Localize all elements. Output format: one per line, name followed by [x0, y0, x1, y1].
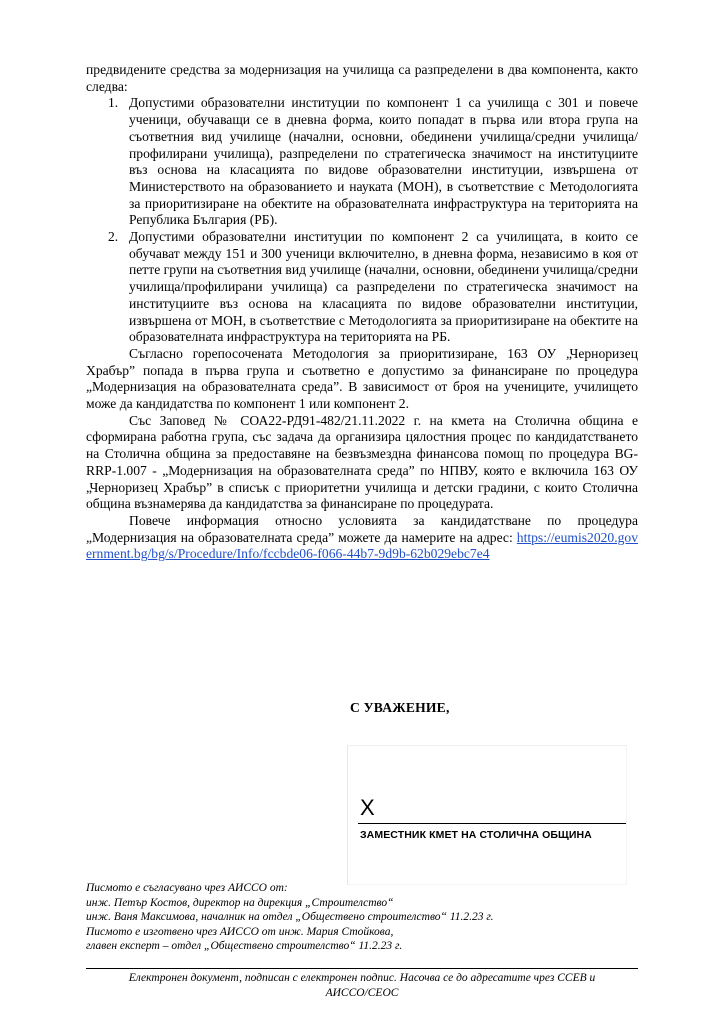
list-item-component-2 [86, 229, 638, 346]
list-item-number: 1. [108, 95, 119, 111]
list-item-text: Допустими образователни институции по компонент 2 са училищата, в които се обучават между 151 и 300 ученици включително, в дневна форма, независимо в коя от петте групи на съответния вид училище (начални, основни, обединени училища/средни училища/профилирани училища) са разпределени по стратегическа значимост на институциите въз основа на класацията по видове образователни институции, извършена от МОН, в съответствие с Методологията за приоритизиране на обектите на образователната инфраструктура на територията на РБ. [129, 229, 638, 345]
approval-line: инж. Петър Костов, директор на дирекция „Строителство“ [86, 896, 394, 909]
approval-line: инж. Ваня Максимова, началник на отдел „Обществено строителство“ 11.2.23 г. [86, 911, 494, 924]
order-paragraph: Със Заповед № СОА22-РД91-482/21.11.2022 г. на кмета на Столична община е сформирана работна група, със задача да организира цялостния процес по кандидатстването на Столична община за предоставяне на безвъзмездна финансова помощ по процедура BG-RRP-1.007 - „Модернизация на образователната среда” по НПВУ, която е включила 163 ОУ „Черноризец Храбър” в списък с приоритетни училища и детски градини, с които Столична община възнамерява да кандидатства за финансиране по процедурата. [86, 412, 638, 512]
signature-box [347, 745, 627, 885]
footer-line-2: АИССО/СЕОС [325, 986, 399, 999]
list-item-component-1 [86, 95, 638, 229]
more-info-text: Повече информация относно условията за кандидатстване по процедура „Модернизация на образователната среда” можете да намерите на адрес: [86, 512, 638, 545]
footer-divider [86, 968, 638, 969]
footer-line-1: Електронен документ, подписан с електронен подпис. Насочва се до адресатите чрез ССЕВ и [128, 972, 596, 984]
signature-line [358, 823, 626, 824]
approval-line: Писмото е съгласувано чрез АИССО от: [86, 882, 288, 894]
more-info-paragraph [86, 513, 638, 563]
list-item-number: 2. [108, 229, 119, 245]
methodology-paragraph: Съгласно горепосочената Методология за приоритизиране, 163 ОУ „Черноризец Храбър” попада в първа група и съответно е допустимо за финансиране по процедура „Модернизация на образователната среда”. В зависимост от броя на учениците, училището може да кандидатства по компонент 1 или компонент 2. [86, 345, 638, 412]
intro-paragraph: предвидените средства за модернизация на училища са разпределени в два компонента, както следва: [86, 62, 638, 94]
approval-line: главен експерт – отдел „Обществено строителство“ 11.2.23 г. [86, 940, 403, 953]
procedure-link[interactable]: https://eumis2020.government.bg/bg/s/Procedure/Info/fccbde06-f066-44b7-9d9b-62b029ebc7e4 [86, 529, 638, 562]
approval-line: Писмото е изготвено чрез АИССО от инж. Мария Стойкова, [86, 925, 394, 938]
component-list [86, 95, 638, 346]
approval-block [86, 881, 606, 954]
list-item-text: Допустими образователни институции по компонент 1 са училища с 301 и повече ученици, обучаващи се в дневна форма, които попадат в първа или втора група на съответния вид училище (начални, основни, обединени училища/средни училища/профилирани училища), разпределени по стратегическа значимост на институциите въз основа на класацията по видове образователни институции, извършена от Министерството на образованието и науката (МОН), в съответствие с Методологията за приоритизиране на обектите на образователната инфраструктура на територията на Република България (РБ). [129, 95, 638, 228]
signature-mark: X [360, 795, 375, 820]
letter-body [86, 62, 638, 563]
footer-note [96, 971, 628, 1000]
signatory-title: ЗАМЕСТНИК КМЕТ НА СТОЛИЧНА ОБЩИНА [360, 829, 592, 841]
closing-salutation: С УВАЖЕНИЕ, [350, 700, 450, 715]
